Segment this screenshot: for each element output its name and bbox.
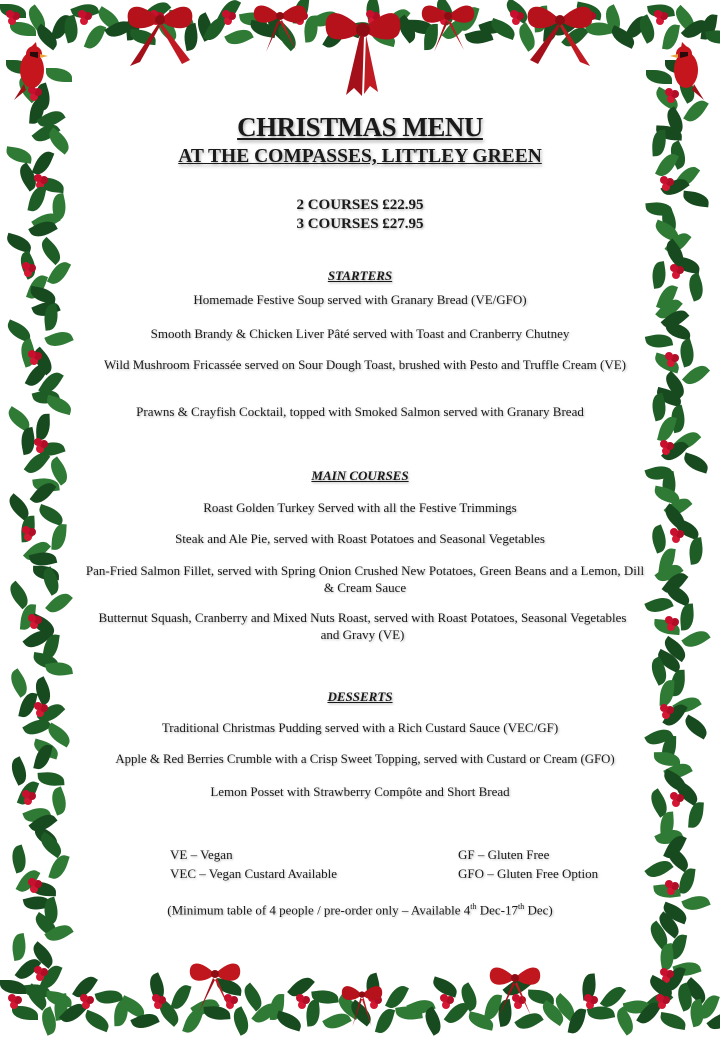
holly-leaf-icon — [679, 603, 695, 630]
holly-berry-icon — [584, 994, 592, 1002]
holly-berry-icon — [28, 350, 36, 358]
holly-leaf-icon — [8, 844, 29, 873]
holly-leaf-icon — [677, 339, 698, 368]
holly-leaf-icon — [48, 852, 69, 881]
price-two-courses: 2 COURSES £22.95 — [296, 197, 424, 213]
ribbon-bow-icon — [185, 958, 245, 1016]
holly-berry-icon — [28, 614, 36, 622]
main-item: Roast Golden Turkey Served with all the Festive Trimmings — [203, 500, 517, 515]
holly-berry-icon — [22, 526, 30, 534]
holly-leaf-icon — [5, 146, 33, 163]
holly-berry-icon — [656, 994, 664, 1002]
note-sup-2: th — [518, 902, 525, 911]
holly-berry-icon — [670, 528, 678, 536]
holly-berry-icon — [660, 704, 668, 712]
holly-leaf-icon — [38, 771, 65, 787]
dessert-item: Apple & Red Berries Crumble with a Crisp Sweet Topping, served with Custard or Cream (GFO) — [115, 752, 615, 766]
holly-berry-icon — [510, 10, 518, 18]
holly-leaf-icon — [659, 1012, 687, 1030]
holly-leaf-icon — [681, 452, 710, 473]
holly-berry-icon — [660, 176, 668, 184]
main-item: Butternut Squash, Cranberry and Mixed Nuts Roast, served with Roast Potatoes, Seasonal Vegetables and Gravy (VE) — [98, 610, 627, 642]
holly-leaf-icon — [32, 148, 55, 177]
holly-leaf-icon — [84, 22, 106, 51]
holly-leaf-icon — [681, 714, 711, 739]
ribbon-bow-icon — [318, 0, 408, 100]
holly-leaf-icon — [82, 1010, 111, 1032]
price-three-courses: 3 COURSES £27.95 — [296, 216, 424, 232]
holly-leaf-icon — [682, 191, 709, 208]
holly-leaf-icon — [10, 933, 28, 961]
holly-berry-icon — [78, 10, 86, 18]
holly-leaf-icon — [47, 258, 71, 288]
key-vegan-custard: VEC – Vegan Custard Available — [170, 866, 338, 881]
dessert-item: Lemon Posset with Strawberry Compôte and Short Bread — [210, 784, 510, 799]
starter-item: Prawns & Crayfish Cocktail, topped with Smoked Salmon served with Granary Bread — [136, 404, 584, 419]
main-item: Pan-Fried Salmon Fillet, served with Spring Onion Crushed New Potatoes, Green Beans and a Lemon, Dill & Cream Sauce — [85, 563, 645, 595]
holly-berry-icon — [152, 994, 160, 1002]
starter-item: Homemade Festive Soup served with Granary Bread (VE/GFO) — [193, 292, 527, 307]
holly-leaf-icon — [36, 414, 51, 440]
holly-leaf-icon — [305, 999, 322, 1026]
holly-berry-icon — [34, 702, 42, 710]
holly-leaf-icon — [37, 237, 65, 265]
holly-berry-icon — [80, 994, 88, 1002]
holly-leaf-icon — [678, 867, 695, 895]
holly-leaf-icon — [48, 786, 70, 815]
main-courses-heading: MAIN COURSES — [311, 468, 409, 483]
holly-berry-icon — [665, 616, 673, 624]
holly-berry-icon — [440, 994, 448, 1002]
ribbon-bow-icon — [338, 980, 386, 1030]
holly-berry-icon — [22, 790, 30, 798]
holly-leaf-icon — [36, 504, 65, 526]
key-vegan: VE – Vegan — [170, 847, 233, 862]
holly-berry-icon — [665, 880, 673, 888]
ribbon-bow-icon — [248, 0, 312, 56]
dessert-item: Traditional Christmas Pudding served with a Rich Custard Sauce (VEC/GF) — [161, 720, 559, 735]
ribbon-bow-icon — [520, 0, 600, 70]
holly-leaf-icon — [0, 980, 26, 994]
note-middle: Dec-17 — [476, 902, 518, 918]
holly-leaf-icon — [651, 130, 666, 157]
holly-border-left — [0, 0, 78, 1040]
holly-border-right — [642, 0, 720, 1040]
ribbon-bow-icon — [120, 0, 200, 70]
holly-berry-icon — [670, 792, 678, 800]
menu-title: CHRISTMAS MENU — [237, 112, 483, 142]
holly-leaf-icon — [650, 261, 668, 289]
cardinal-bird-icon — [10, 40, 50, 100]
holly-leaf-icon — [685, 272, 707, 301]
holly-leaf-icon — [5, 233, 34, 254]
starter-item: Smooth Brandy & Chicken Liver Pâté served with Toast and Cranberry Chutney — [150, 326, 570, 341]
holly-berry-icon — [34, 174, 42, 182]
note-sup-1: th — [470, 902, 477, 911]
ribbon-bow-icon — [416, 0, 480, 56]
holly-berry-icon — [8, 994, 16, 1002]
holly-leaf-icon — [45, 660, 73, 678]
starters-heading: STARTERS — [327, 268, 393, 283]
holly-berry-icon — [296, 994, 304, 1002]
holly-leaf-icon — [687, 537, 704, 565]
holly-leaf-icon — [688, 802, 704, 829]
cardinal-bird-icon — [668, 40, 708, 100]
holly-berry-icon — [654, 10, 662, 18]
holly-leaf-icon — [275, 1011, 304, 1032]
note-prefix: (Minimum table of 4 people / pre-order only – Available 4 — [167, 902, 471, 918]
holly-leaf-icon — [681, 892, 710, 915]
main-item: Steak and Ale Pie, served with Roast Potatoes and Seasonal Vegetables — [175, 531, 545, 546]
holly-berry-icon — [22, 262, 30, 270]
holly-berry-icon — [665, 352, 673, 360]
holly-berry-icon — [660, 440, 668, 448]
ribbon-bow-icon — [485, 962, 545, 1020]
holly-berry-icon — [28, 878, 36, 886]
starter-item: Wild Mushroom Fricassée served on Sour Dough Toast, brushed with Pesto and Truffle Cream (VE) — [104, 357, 626, 372]
holly-berry-icon — [34, 438, 42, 446]
note-suffix: Dec) — [524, 902, 553, 918]
desserts-heading: DESSERTS — [327, 689, 393, 704]
holly-berry-icon — [222, 10, 230, 18]
holly-berry-icon — [670, 264, 678, 272]
venue-subtitle: AT THE COMPASSES, LITTLEY GREEN — [178, 146, 542, 167]
holly-berry-icon — [6, 10, 14, 18]
holly-leaf-icon — [51, 524, 66, 551]
holly-leaf-icon — [12, 1006, 38, 1020]
key-gluten-free-option: GFO – Gluten Free Option — [458, 866, 599, 881]
key-gluten-free: GF – Gluten Free — [458, 847, 550, 862]
holly-leaf-icon — [7, 756, 31, 786]
availability-note — [70, 902, 650, 918]
